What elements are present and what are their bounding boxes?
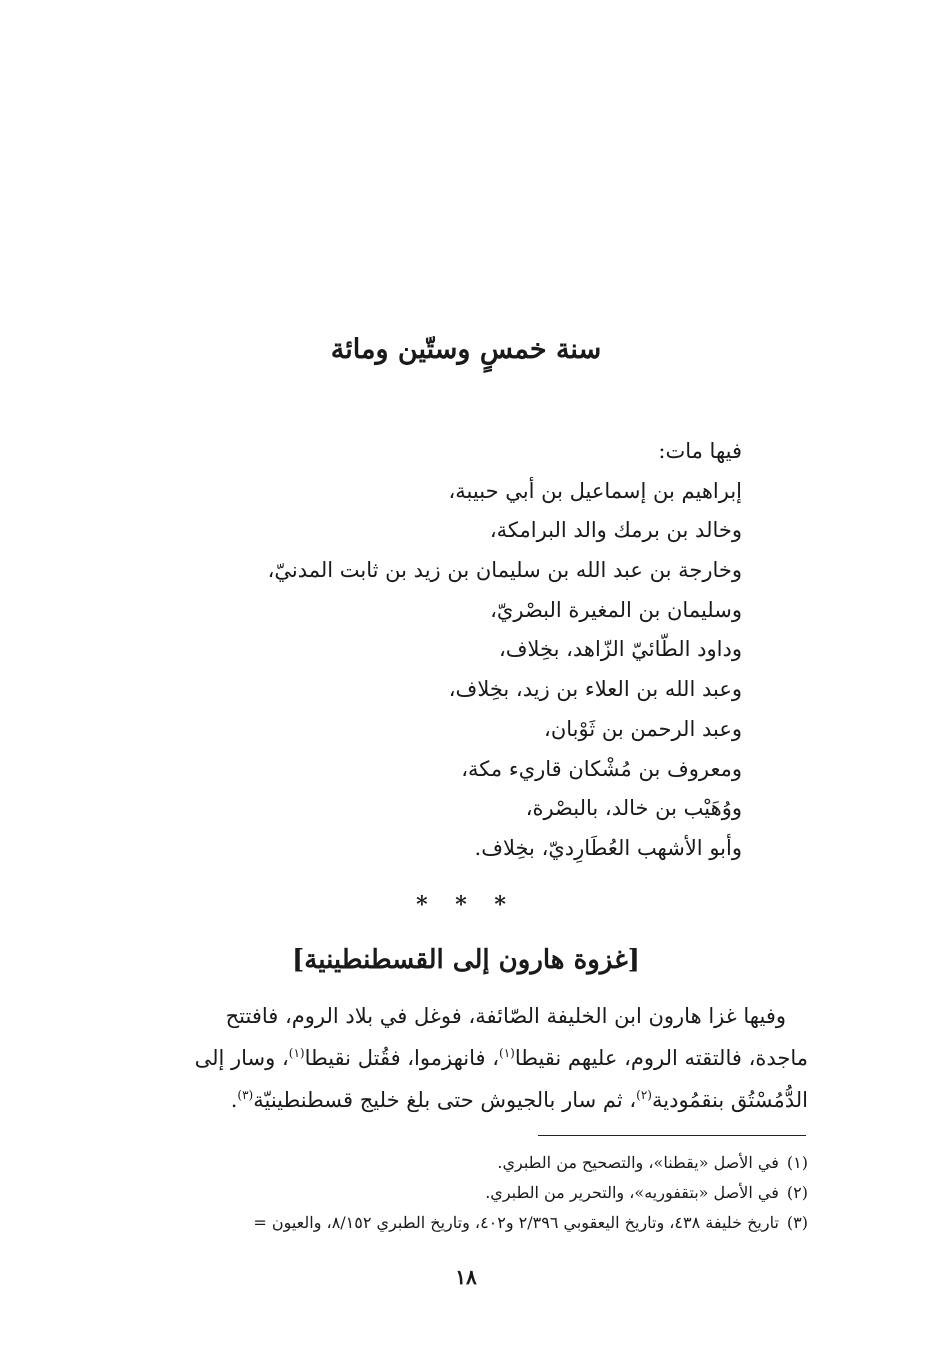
death-entry: وخارجة بن عبد الله بن سليمان بن زيد بن ثابت المدنيّ، [267,558,742,583]
paragraph-line [110,995,808,1037]
paragraph-text: ، فانهزموا، فقُتل نقيطا [304,1046,499,1070]
footnote-ref: (١) [499,1046,515,1060]
footnote [108,1178,808,1208]
death-entry: وسليمان بن المغيرة البصْريّ، [490,597,742,622]
year-heading: سنة خمسٍ وستّين ومائة [330,334,602,365]
death-entry: وخالد بن برمك والد البرامكة، [489,518,742,543]
page-number: ١٨ [455,1265,477,1289]
paragraph-text: الدُّمُسْتُق بنقمُودية [651,1088,808,1112]
death-entry: ومعروف بن مُشْكان قاريء مكة، [461,756,742,781]
death-entry: وداود الطّائيّ الزّاهد، بخِلاف، [498,637,742,662]
footnote-number: (١) [786,1153,808,1172]
footnote-ref: (٢) [636,1088,652,1102]
paragraph-line [110,1079,808,1121]
deaths-intro: فيها مات: [658,439,742,463]
paragraph-text: ، ثم سار بالجيوش حتى بلغ خليج قسطنطينيّة [253,1088,637,1112]
death-entry: ووُهَيْب بن خالد، بالبصْرة، [525,796,742,821]
footnotes [108,1148,808,1238]
death-entry: وأبو الأشهب العُطَارِديّ، بخِلاف. [474,835,742,860]
footnote-text: تاريخ خليفة ٤٣٨، وتاريخ اليعقوبي ٢/٣٩٦ و٤٠٢، وتاريخ الطبري ٨/١٥٢، والعيون = [253,1213,779,1232]
paragraph-text: ، وسار إلى [194,1046,289,1070]
footnote-divider [538,1135,806,1136]
footnote-ref: (١) [288,1046,305,1060]
death-entry: إبراهيم بن إسماعيل بن أبي حبيبة، [448,478,742,503]
footnote-ref: (٣) [237,1088,254,1102]
paragraph-text: ماجدة، فالتقته الروم، عليهم نقيطا [514,1046,808,1070]
section-heading: [غزوة هارون إلى القسطنطينية] [291,945,640,975]
footnote-text: في الأصل «يقطنا»، والتصحيح من الطبري. [497,1153,779,1172]
footnote [108,1148,808,1178]
footnote-text: في الأصل «بتقفوريه»، والتحرير من الطبري. [485,1183,779,1202]
section-separator: * * * [416,892,516,918]
paragraph-text: وفيها غزا هارون ابن الخليفة الصّائفة، فوغل في بلاد الروم، فافتتح [225,1004,786,1028]
death-entry: وعبد الرحمن بن ثَوْبان، [544,716,742,741]
footnote-number: (٣) [786,1213,808,1232]
footnote-number: (٢) [786,1183,808,1202]
paragraph-text: . [230,1088,238,1112]
footnote [108,1208,808,1238]
body-paragraph [110,995,808,1121]
death-entry: وعبد الله بن العلاء بن زيد، بخِلاف، [448,677,742,702]
deaths-list [142,432,742,869]
paragraph-line [110,1037,808,1079]
